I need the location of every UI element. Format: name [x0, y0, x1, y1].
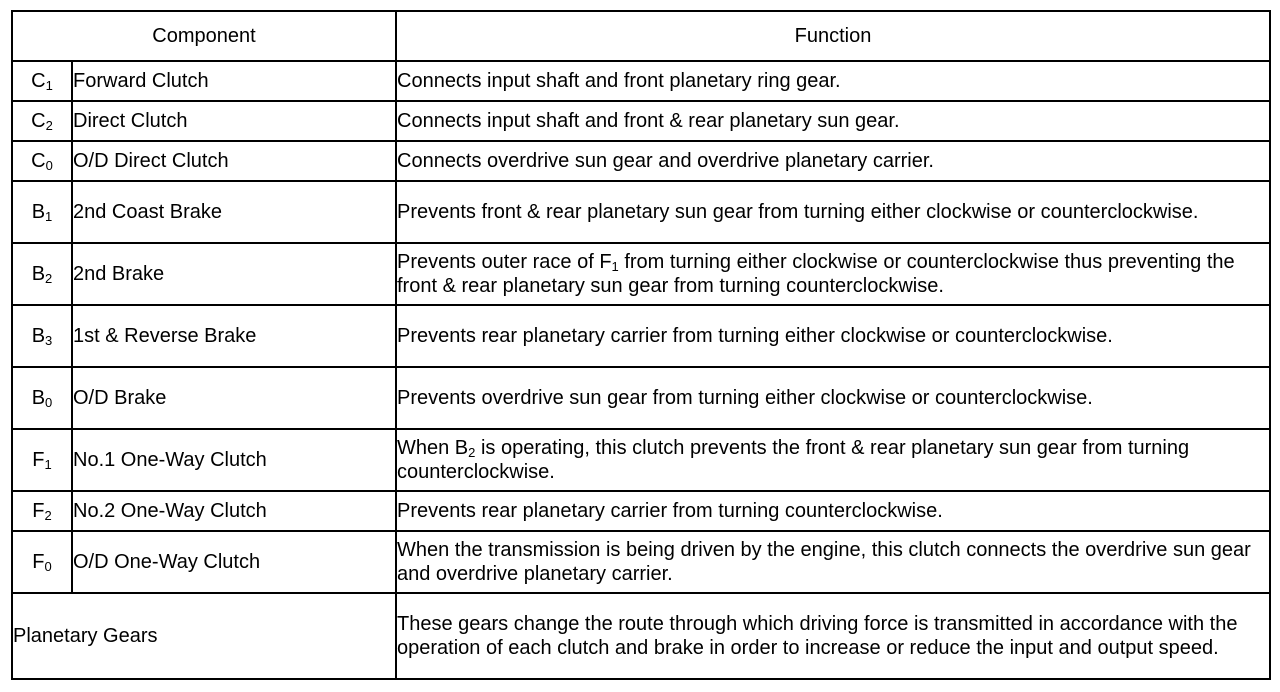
component-name: No.1 One-Way Clutch: [72, 429, 396, 491]
component-symbol: $B_2$: [12, 243, 72, 305]
table-row: [12, 531, 1270, 593]
planetary-gears-label: Planetary Gears: [12, 593, 396, 679]
column-header-component: Component: [12, 11, 396, 61]
column-header-function: Function: [396, 11, 1270, 61]
component-symbol: $B_0$: [12, 367, 72, 429]
component-name: 2nd Brake: [72, 243, 396, 305]
component-symbol: $C_2$: [12, 101, 72, 141]
table-header-row: [12, 11, 1270, 61]
table-row: [12, 367, 1270, 429]
component-name: Direct Clutch: [72, 101, 396, 141]
table-row: [12, 181, 1270, 243]
table-row: [12, 305, 1270, 367]
component-name: 2nd Coast Brake: [72, 181, 396, 243]
table-row: [12, 101, 1270, 141]
component-symbol: $C_1$: [12, 61, 72, 101]
component-name: O/D Direct Clutch: [72, 141, 396, 181]
component-function: Prevents front & rear planetary sun gear from turning either clockwise or counterclockwise.: [396, 181, 1270, 243]
component-symbol: $F_1$: [12, 429, 72, 491]
component-symbol: $B_1$: [12, 181, 72, 243]
table-row: [12, 141, 1270, 181]
component-name: O/D Brake: [72, 367, 396, 429]
component-function-table: [11, 10, 1271, 680]
component-function: Connects overdrive sun gear and overdrive planetary carrier.: [396, 141, 1270, 181]
component-function: When the transmission is being driven by the engine, this clutch connects the overdrive sun gear and overdrive planetary carrier.: [396, 531, 1270, 593]
component-name: 1st & Reverse Brake: [72, 305, 396, 367]
component-function: Prevents outer race of $F_1$ from turning either clockwise or counterclockwise thus preventing the front & rear planetary sun gear from turning counterclockwise.: [396, 243, 1270, 305]
component-symbol: $C_0$: [12, 141, 72, 181]
component-symbol: $B_3$: [12, 305, 72, 367]
component-symbol: $F_0$: [12, 531, 72, 593]
component-function: Prevents rear planetary carrier from turning either clockwise or counterclockwise.: [396, 305, 1270, 367]
component-function: These gears change the route through which driving force is transmitted in accordance with the operation of each clutch and brake in order to increase or reduce the input and output speed.: [396, 593, 1270, 679]
table-row: [12, 61, 1270, 101]
component-name: No.2 One-Way Clutch: [72, 491, 396, 531]
table-row: [12, 491, 1270, 531]
component-function: Prevents overdrive sun gear from turning either clockwise or counterclockwise.: [396, 367, 1270, 429]
table-row: [12, 243, 1270, 305]
table-row: [12, 593, 1270, 679]
component-function: When $B_2$ is operating, this clutch prevents the front & rear planetary sun gear from turning counterclockwise.: [396, 429, 1270, 491]
component-function: Connects input shaft and front planetary ring gear.: [396, 61, 1270, 101]
component-function: Prevents rear planetary carrier from turning counterclockwise.: [396, 491, 1270, 531]
table-row: [12, 429, 1270, 491]
component-symbol: $F_2$: [12, 491, 72, 531]
component-function: Connects input shaft and front & rear planetary sun gear.: [396, 101, 1270, 141]
component-name: Forward Clutch: [72, 61, 396, 101]
component-name: O/D One-Way Clutch: [72, 531, 396, 593]
